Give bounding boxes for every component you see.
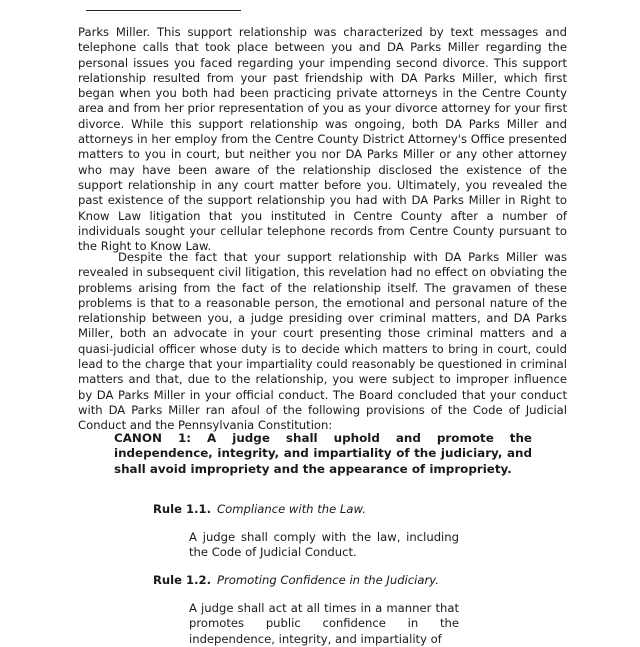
rule-number: Rule 1.2. bbox=[153, 573, 211, 587]
rule-1-1-heading bbox=[153, 502, 366, 517]
canon-1-heading: CANON 1: A judge shall uphold and promote the independence, integrity, and impartiality of the judiciary, and shall avoid impropriety and the appearance of impropriety. bbox=[114, 431, 532, 476]
top-rule-line bbox=[86, 10, 241, 11]
rule-number: Rule 1.1. bbox=[153, 502, 211, 516]
paragraph-2: Despite the fact that your support relationship with DA Parks Miller was revealed in subsequent civil litigation, this revelation had no effect on obviating the problems arising from the fact of the relationship itself. The gravamen of these problems is that to a reasonable person, the emotional and personal nature of the relationship between you, a judge presiding over criminal matters, and DA Parks Miller, both an advocate in your court presenting those criminal matters and a quasi-judicial officer whose duty is to decide which matters to bring in court, could lead to the charge that your impartiality could reasonably be questioned in criminal matters and that, due to the relationship, you were subject to improper influence by DA Parks Miller in your official conduct. The Board concluded that your conduct with DA Parks Miller ran afoul of the following provisions of the Code of Judicial Conduct and the Pennsylvania Constitution: bbox=[78, 250, 567, 433]
paragraph-1: Parks Miller. This support relationship was characterized by text messages and telephone calls that took place between you and DA Parks Miller regarding the personal issues you faced regarding your impending second divorce. This support relationship resulted from your past friendship with DA Parks Miller, which first began when you both had been practicing private attorneys in the Centre County area and from her prior representation of you as your divorce attorney for your first divorce. While this support relationship was ongoing, both DA Parks Miller and attorneys in her employ from the Centre County District Attorney's Office presented matters to you in court, but neither you nor DA Parks Miller or any other attorney who may have been aware of the relationship disclosed the existence of the support relationship in any court matter before you. Ultimately, you revealed the past existence of the support relationship you had with DA Parks Miller in Right to Know Law litigation that you instituted in Centre County after a number of individuals sought your cellular telephone records from Centre County pursuant to the Right to Know Law. bbox=[78, 25, 567, 254]
rule-1-2-heading bbox=[153, 573, 439, 588]
rule-1-2-body: A judge shall act at all times in a manner that promotes public confidence in the independence, integrity, and impartiality of bbox=[189, 601, 459, 646]
rule-title: Compliance with the Law. bbox=[217, 502, 366, 516]
rule-1-1-body: A judge shall comply with the law, including the Code of Judicial Conduct. bbox=[189, 530, 459, 560]
rule-title: Promoting Confidence in the Judiciary. bbox=[217, 573, 439, 587]
